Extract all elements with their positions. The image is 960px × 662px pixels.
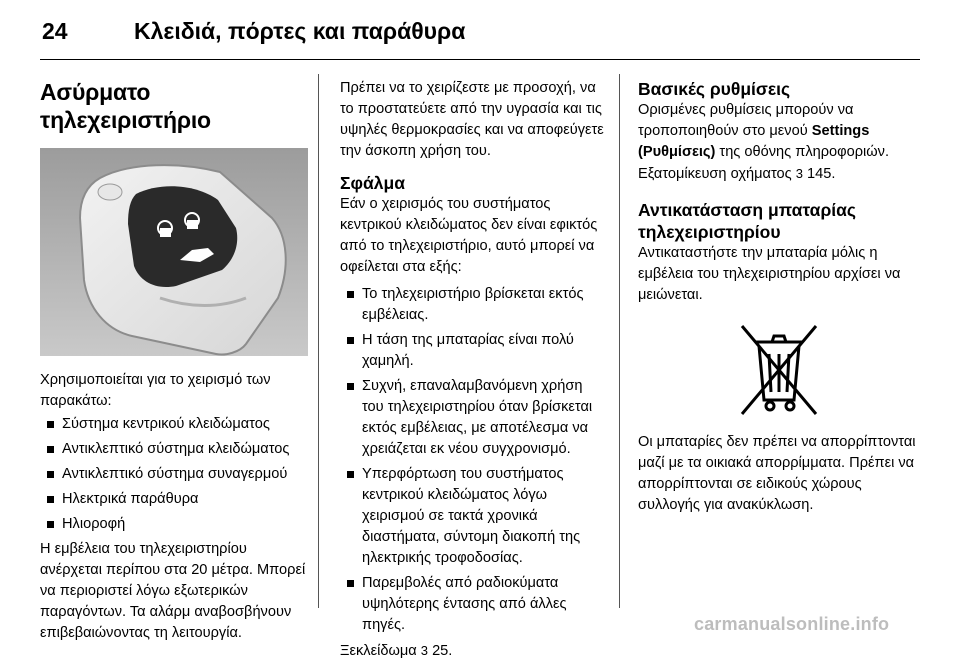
watermark: carmanualsonline.info [694, 614, 890, 634]
unlock-ref-page: 25. [432, 643, 453, 659]
basic-ref-page[interactable]: 145. [807, 166, 836, 182]
reference-arrow-icon: 3 [795, 166, 803, 181]
settings-menu-name: Settings (Ρυθμίσεις) [638, 123, 870, 160]
basic-settings-title: Βασικές ρυθμίσεις [638, 79, 791, 99]
intro-text: Χρησιμοποιείται για το χειρισμό των παρακάτω: [40, 372, 271, 409]
column-divider-2 [619, 74, 620, 608]
crossed-bin-icon [732, 316, 826, 420]
header-rule [40, 59, 920, 60]
remote-key-image [40, 148, 308, 356]
column-divider-1 [318, 74, 319, 608]
reference-arrow-icon: 3 [420, 643, 428, 658]
list-item: Ηλιοροφή [40, 514, 308, 535]
list-item: Σύστημα κεντρικού κλειδώματος [40, 414, 308, 435]
column-3 [638, 78, 920, 516]
basic-settings-text: Ορισμένες ρυθμίσεις μπορούν να τροποποιηθούν στο μενού Settings (Ρυθμίσεις) της οθόνης πληροφοριών. Εξατομίκευση οχήματος 3 145. [638, 102, 890, 182]
disposal-text: Οι μπαταρίες δεν πρέπει να απορρίπτονται μαζί με τα οικιακά απορρίμματα. Πρέπει να απορρίπτονται σε ειδικούς χώρους συλλογής για ανακύκλωση. [638, 434, 916, 513]
list-item: Συχνή, επαναλαμβανόμενη χρήση του τηλεχειριστηρίου όταν βρίσκεται εκτός εμβέλειας, με αποτέλεσμα να χρειάζεται εκ νέου συγχρονισμό. [340, 376, 608, 460]
page-number: 24 [42, 18, 68, 44]
handling-text: Πρέπει να το χειρίζεστε με προσοχή, να το προστατεύετε από την υγρασία και τις υψηλές θερμοκρασίες και να αποφεύγετε την άσκοπη χρήση του. [340, 80, 604, 159]
fault-title: Σφάλμα [340, 173, 405, 193]
list-item: Αντικλεπτικό σύστημα συναγερμού [40, 464, 308, 485]
list-item: Ηλεκτρικά παράθυρα [40, 489, 308, 510]
list-item: Η τάση της μπαταρίας είναι πολύ χαμηλή. [340, 330, 608, 372]
section-title: Ασύρματο τηλεχειριστήριο [40, 79, 211, 133]
list-item: Παρεμβολές από ραδιοκύματα υψηλότερης έντασης από άλλες πηγές. [340, 573, 608, 636]
fault-intro: Εάν ο χειρισμός του συστήματος κεντρικού κλειδώματος δεν είναι εφικτός από το τηλεχειριστήριο, αυτό μπορεί να οφείλεται στα εξής: [340, 196, 598, 275]
list-item: Το τηλεχειριστήριο βρίσκεται εκτός εμβέλειας. [340, 284, 608, 326]
range-text: Η εμβέλεια του τηλεχειριστηρίου ανέρχεται περίπου στα 20 μέτρα. Μπορεί να περιοριστεί λόγω εξωτερικών παραγόντων. Τα αλάρμ αναβοσβήνουν επιβεβαιώνοντας τη λειτουργία. [40, 541, 306, 641]
page-header [40, 14, 920, 50]
unlock-ref-label: Ξεκλείδωμα [340, 643, 417, 659]
battery-title: Αντικατάσταση μπαταρίας τηλεχειριστηρίου [638, 200, 856, 242]
chapter-title: Κλειδιά, πόρτες και παράθυρα [134, 18, 466, 44]
battery-text: Αντικαταστήστε την μπαταρία μόλις η εμβέλεια του τηλεχειριστηρίου αρχίσει να μειώνεται. [638, 245, 901, 303]
fault-list [340, 284, 608, 636]
list-item: Αντικλεπτικό σύστημα κλειδώματος [40, 439, 308, 460]
column-2 [340, 78, 608, 662]
remote-key-icon [40, 148, 308, 356]
unlock-reference[interactable] [340, 640, 608, 662]
column-1 [40, 78, 308, 644]
feature-list [40, 414, 308, 535]
list-item: Υπερφόρτωση του συστήματος κεντρικού κλειδώματος λόγω χειρισμού σε τακτά χρονικά διαστήματα, σύντομη διακοπή της ηλεκτρικής τροφοδοσίας. [340, 464, 608, 569]
